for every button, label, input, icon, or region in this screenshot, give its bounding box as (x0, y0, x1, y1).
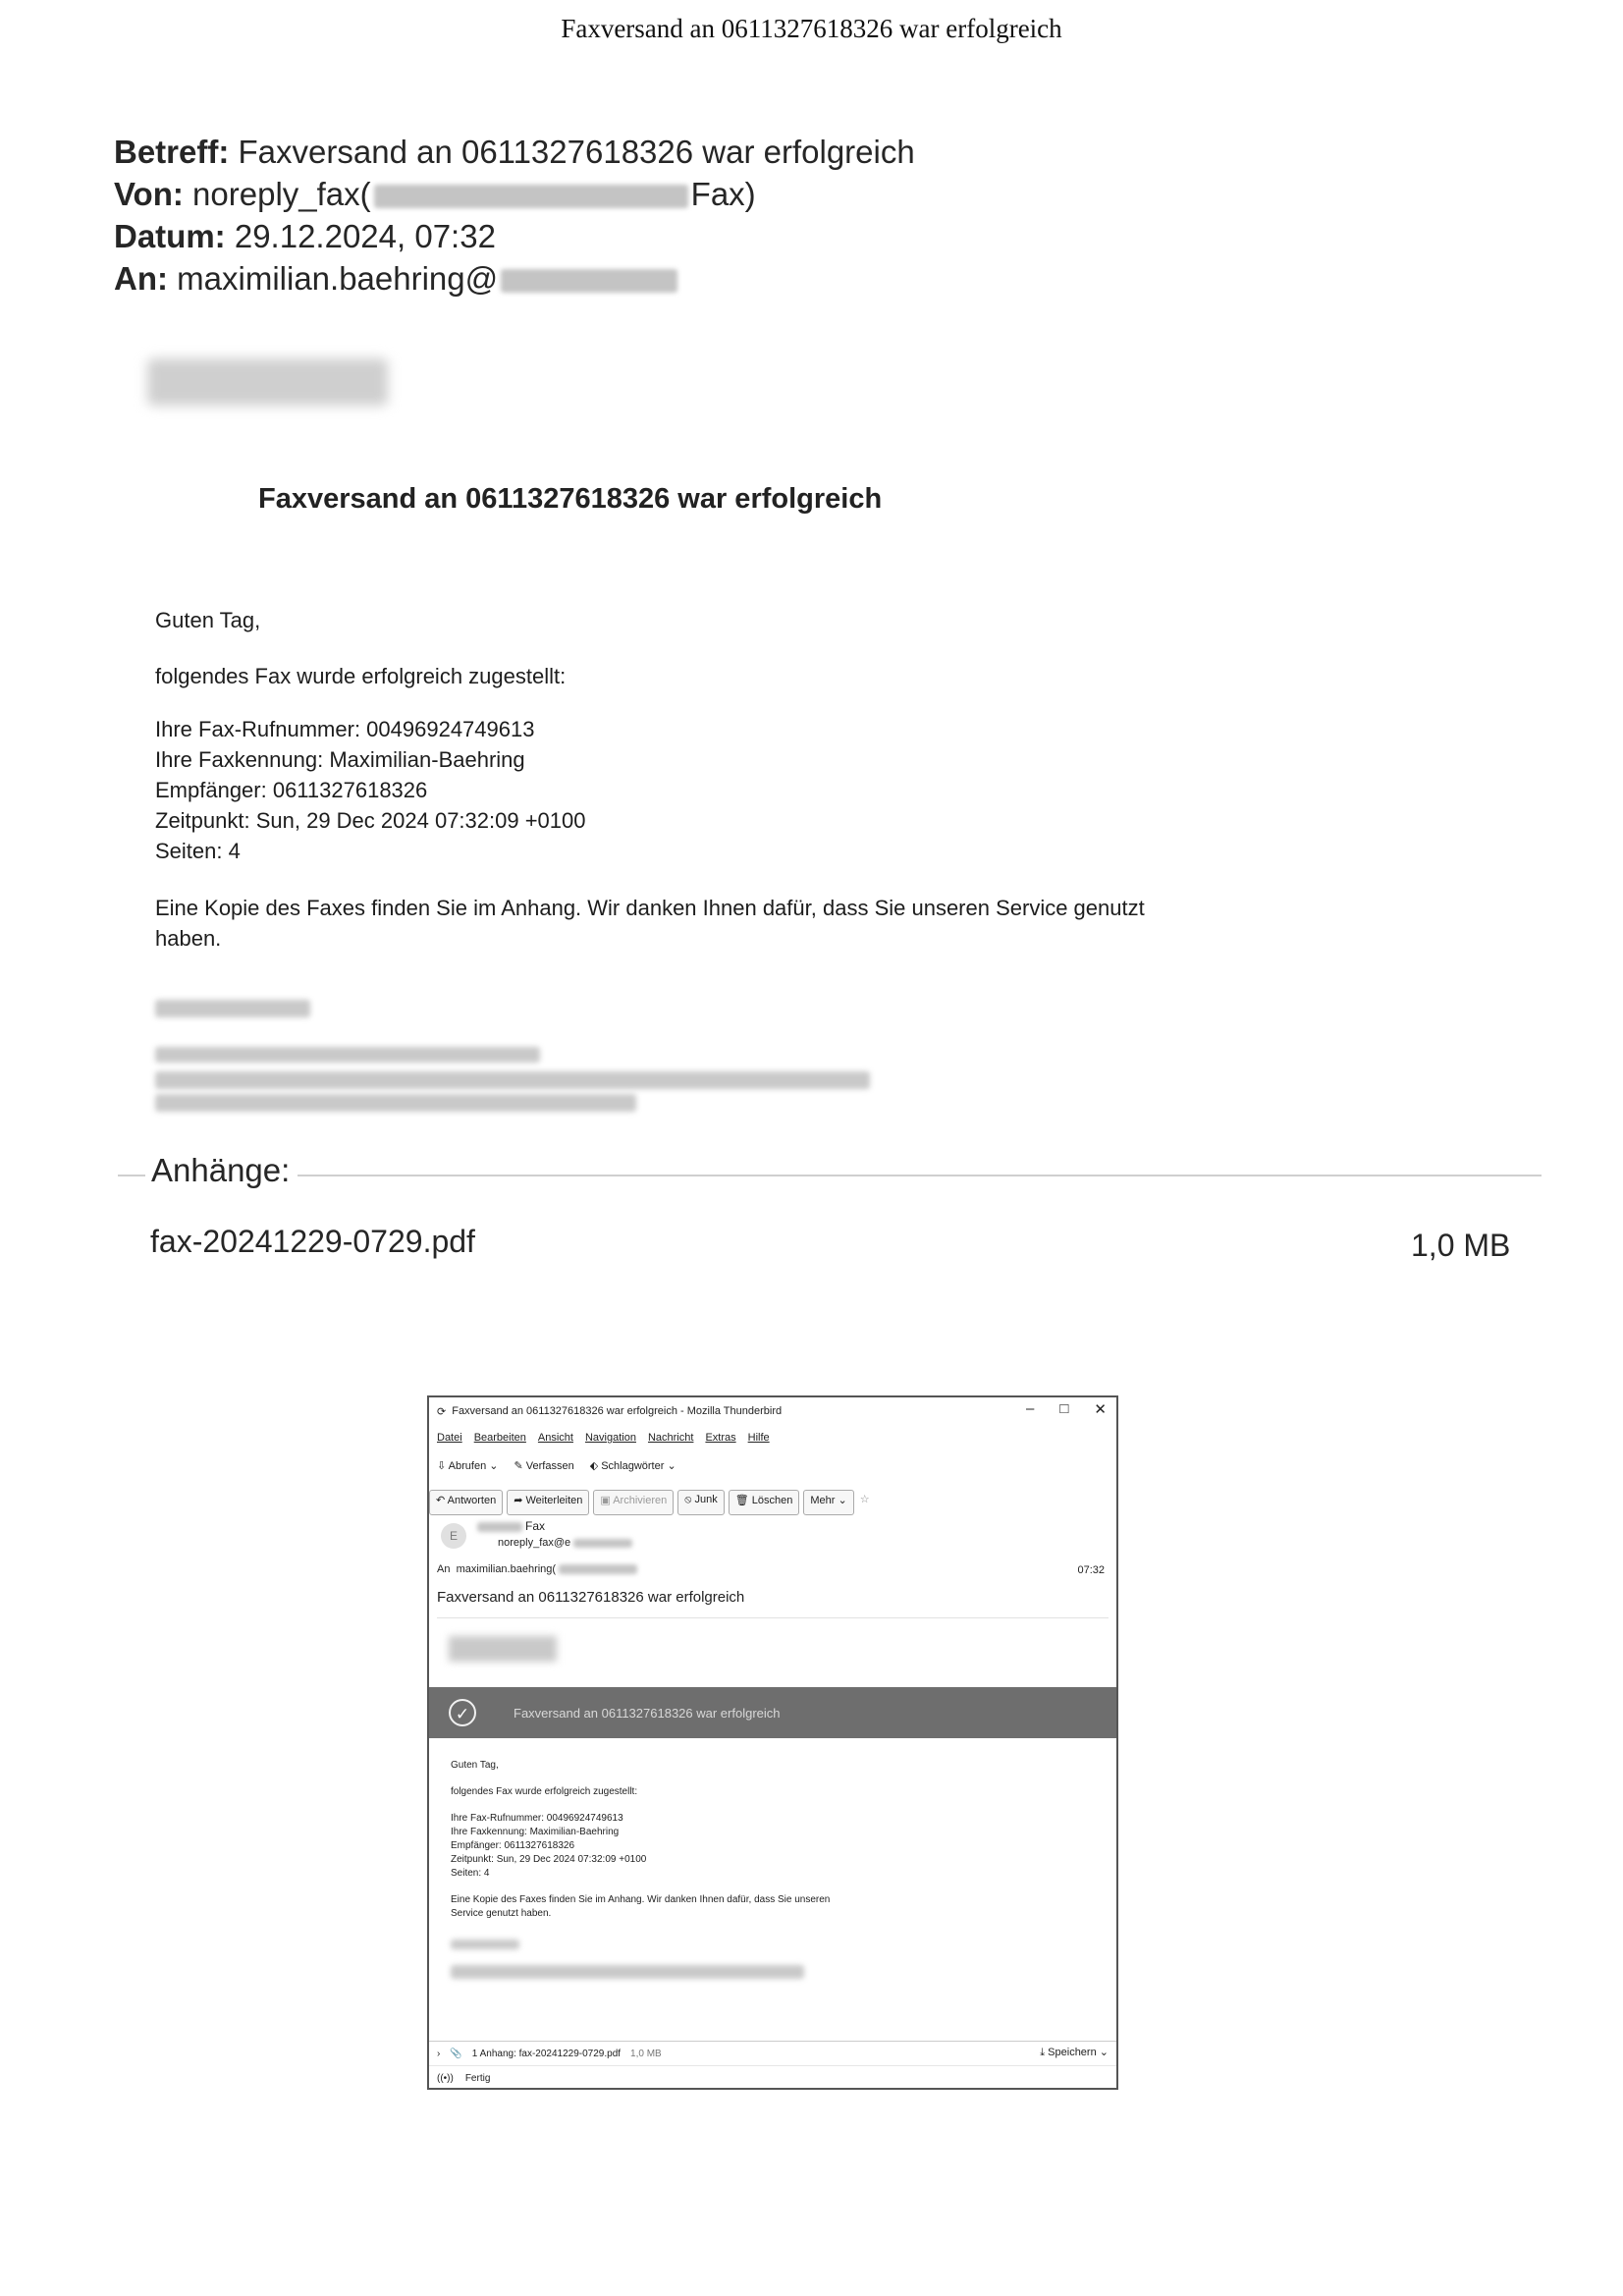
save-button[interactable]: ⤓ Speichern ⌄ (1040, 2047, 1109, 2058)
detail-fax-number: Ihre Fax-Rufnummer: 00496924749613 (155, 717, 535, 741)
archive-label: Archivieren (613, 1495, 668, 1506)
detail-recipient: Empfänger: 0611327618326 (155, 778, 428, 802)
status-bar (429, 2065, 1116, 2090)
fetch-label: Abrufen (448, 1459, 487, 1472)
redacted-signature-line-3 (155, 1094, 636, 1112)
tb-detail-timestamp: Zeitpunkt: Sun, 29 Dec 2024 07:32:09 +0100 (451, 1854, 647, 1865)
redacted-signature-line-1 (155, 1047, 540, 1063)
more-label: Mehr (810, 1495, 836, 1506)
detail-pages: Seiten: 4 (155, 839, 241, 863)
intro: folgendes Fax wurde erfolgreich zugestellt: (155, 664, 567, 688)
menu-help[interactable]: Hilfe (747, 1432, 770, 1444)
from-value-suffix: Fax) (690, 176, 756, 212)
menu-tools[interactable]: Extras (705, 1432, 736, 1444)
success-banner (429, 1687, 1116, 1738)
detail-timestamp: Zeitpunkt: Sun, 29 Dec 2024 07:32:09 +0100 (155, 808, 586, 833)
redacted-signature-line-2 (155, 1071, 870, 1089)
menu-edit[interactable]: Bearbeiten (473, 1432, 526, 1444)
window-title-bar (429, 1397, 1116, 1425)
fax-details (155, 714, 586, 866)
date-label: Datum: (114, 218, 226, 254)
to-label: An (437, 1563, 451, 1575)
tags-label: Schlagwörter (601, 1459, 665, 1472)
tb-detail-pages: Seiten: 4 (451, 1868, 490, 1879)
to-value-prefix: maximilian.baehring@ (177, 260, 499, 297)
closing (155, 893, 1145, 954)
thunderbird-window-screenshot (427, 1395, 1118, 2090)
redacted-from (374, 185, 688, 208)
compose-button[interactable]: ✎ Verfassen (514, 1459, 574, 1472)
compose-label: Verfassen (525, 1459, 574, 1472)
star-icon[interactable]: ☆ (859, 1494, 870, 1505)
banner-text: Faxversand an 0611327618326 war erfolgreich (514, 1705, 781, 1721)
menu-bar (429, 1427, 1116, 1449)
minimize-icon[interactable]: – (1026, 1400, 1035, 1417)
avatar: E (441, 1523, 466, 1549)
junk-label: Junk (694, 1494, 718, 1505)
redacted-recipient-domain (559, 1564, 637, 1574)
attachments-label: Anhänge: (145, 1152, 298, 1189)
attachment-summary-size: 1,0 MB (630, 2048, 662, 2059)
subject-label: Betreff: (114, 134, 230, 170)
closing-line-2: haben. (155, 926, 222, 951)
redacted-sender-name (477, 1522, 522, 1532)
redacted-signature-block (451, 1965, 804, 1979)
attachment-bar (429, 2041, 1116, 2065)
thunderbird-icon: ⟳ (437, 1405, 447, 1418)
window-title: Faxversand an 0611327618326 war erfolgreich - Mozilla Thunderbird (452, 1405, 783, 1417)
tb-detail-recipient: Empfänger: 0611327618326 (451, 1840, 575, 1851)
attachments-divider (118, 1175, 1542, 1176)
greeting: Guten Tag, (155, 608, 261, 632)
reply-label: Antworten (447, 1495, 497, 1506)
redacted-signature-name (451, 1940, 519, 1949)
menu-navigation[interactable]: Navigation (584, 1432, 636, 1444)
message-actions (429, 1490, 1116, 1515)
header-subject-row (114, 134, 915, 171)
more-button[interactable]: Mehr ⌄ (803, 1490, 853, 1515)
from-value-prefix: noreply_fax( (192, 176, 371, 212)
from-name: Fax (525, 1519, 546, 1533)
header-date-row (114, 218, 496, 255)
junk-button[interactable]: ⦸ Junk (677, 1490, 724, 1515)
attachment-file-name[interactable]: fax-20241229-0729.pdf (150, 1224, 475, 1259)
subject-value: Faxversand an 0611327618326 war erfolgreich (238, 134, 915, 170)
connection-icon: ((•)) (437, 2072, 454, 2084)
forward-button[interactable]: ➦ Weiterleiten (507, 1490, 589, 1515)
attachment-summary[interactable]: 1 Anhang: fax-20241229-0729.pdf (471, 2048, 622, 2059)
header-from-row (114, 176, 756, 213)
menu-message[interactable]: Nachricht (647, 1432, 694, 1444)
redacted-logo (147, 358, 388, 406)
tb-closing-2: Service genutzt haben. (451, 1908, 552, 1919)
tags-button[interactable]: ⬖ Schlagwörter ⌄ (589, 1459, 676, 1472)
date-value: 29.12.2024, 07:32 (234, 218, 496, 254)
save-label: Speichern (1048, 2047, 1097, 2058)
message-subject: Faxversand an 0611327618326 war erfolgreich (437, 1589, 745, 1606)
message-time: 07:32 (1077, 1564, 1105, 1576)
tb-greeting: Guten Tag, (451, 1760, 499, 1771)
redacted-signature-name (155, 1000, 310, 1017)
tb-detail-fax-number: Ihre Fax-Rufnummer: 00496924749613 (451, 1813, 623, 1824)
header-to-row (114, 260, 680, 298)
archive-button[interactable]: ▣ Archivieren (593, 1490, 674, 1515)
tb-closing-1: Eine Kopie des Faxes finden Sie im Anhang. Wir danken Ihnen dafür, dass Sie unseren (451, 1894, 831, 1905)
closing-line-1: Eine Kopie des Faxes finden Sie im Anhang. Wir danken Ihnen dafür, dass Sie unseren Service genutzt (155, 896, 1145, 920)
header-divider (437, 1617, 1109, 1618)
delete-label: Löschen (751, 1495, 793, 1506)
status-text: Fertig (464, 2072, 491, 2084)
mail-heading: Faxversand an 0611327618326 war erfolgreich (258, 483, 883, 515)
message-body (451, 1759, 830, 1979)
menu-file[interactable]: Datei (437, 1432, 462, 1444)
checkmark-icon: ✓ (449, 1699, 476, 1726)
reply-button[interactable]: ↶ Antworten (429, 1490, 503, 1515)
redacted-sender-domain (573, 1539, 632, 1548)
forward-label: Weiterleiten (525, 1495, 583, 1506)
print-title: Faxversand an 0611327618326 war erfolgreich (561, 14, 1062, 43)
from-address-row (498, 1537, 635, 1549)
tb-detail-fax-id: Ihre Faxkennung: Maximilian-Baehring (451, 1827, 620, 1837)
from-address: noreply_fax@e (498, 1537, 571, 1549)
tb-intro: folgendes Fax wurde erfolgreich zugestellt: (451, 1786, 638, 1797)
maximize-icon[interactable]: □ (1059, 1400, 1069, 1417)
main-toolbar (429, 1452, 1116, 1478)
to-label: An: (114, 260, 168, 297)
chevron-down-icon[interactable]: ⌄ (489, 1459, 499, 1472)
window-controls (1026, 1400, 1107, 1418)
to-row (437, 1563, 640, 1575)
chevron-right-icon[interactable]: › (437, 2048, 441, 2059)
from-label: Von: (114, 176, 184, 212)
to-address: maximilian.baehring( (456, 1563, 557, 1575)
delete-button[interactable]: 🗑 Löschen (729, 1490, 800, 1515)
attachment-file-size: 1,0 MB (1411, 1228, 1511, 1263)
paperclip-icon: 📎 (450, 2048, 462, 2059)
from-row (474, 1519, 545, 1533)
menu-view[interactable]: Ansicht (537, 1432, 573, 1444)
fetch-button[interactable]: ⇩ Abrufen ⌄ (437, 1459, 499, 1472)
redacted-logo (449, 1636, 557, 1662)
close-icon[interactable]: ✕ (1094, 1401, 1107, 1418)
detail-fax-id: Ihre Faxkennung: Maximilian-Baehring (155, 747, 525, 772)
redacted-to (501, 269, 677, 293)
